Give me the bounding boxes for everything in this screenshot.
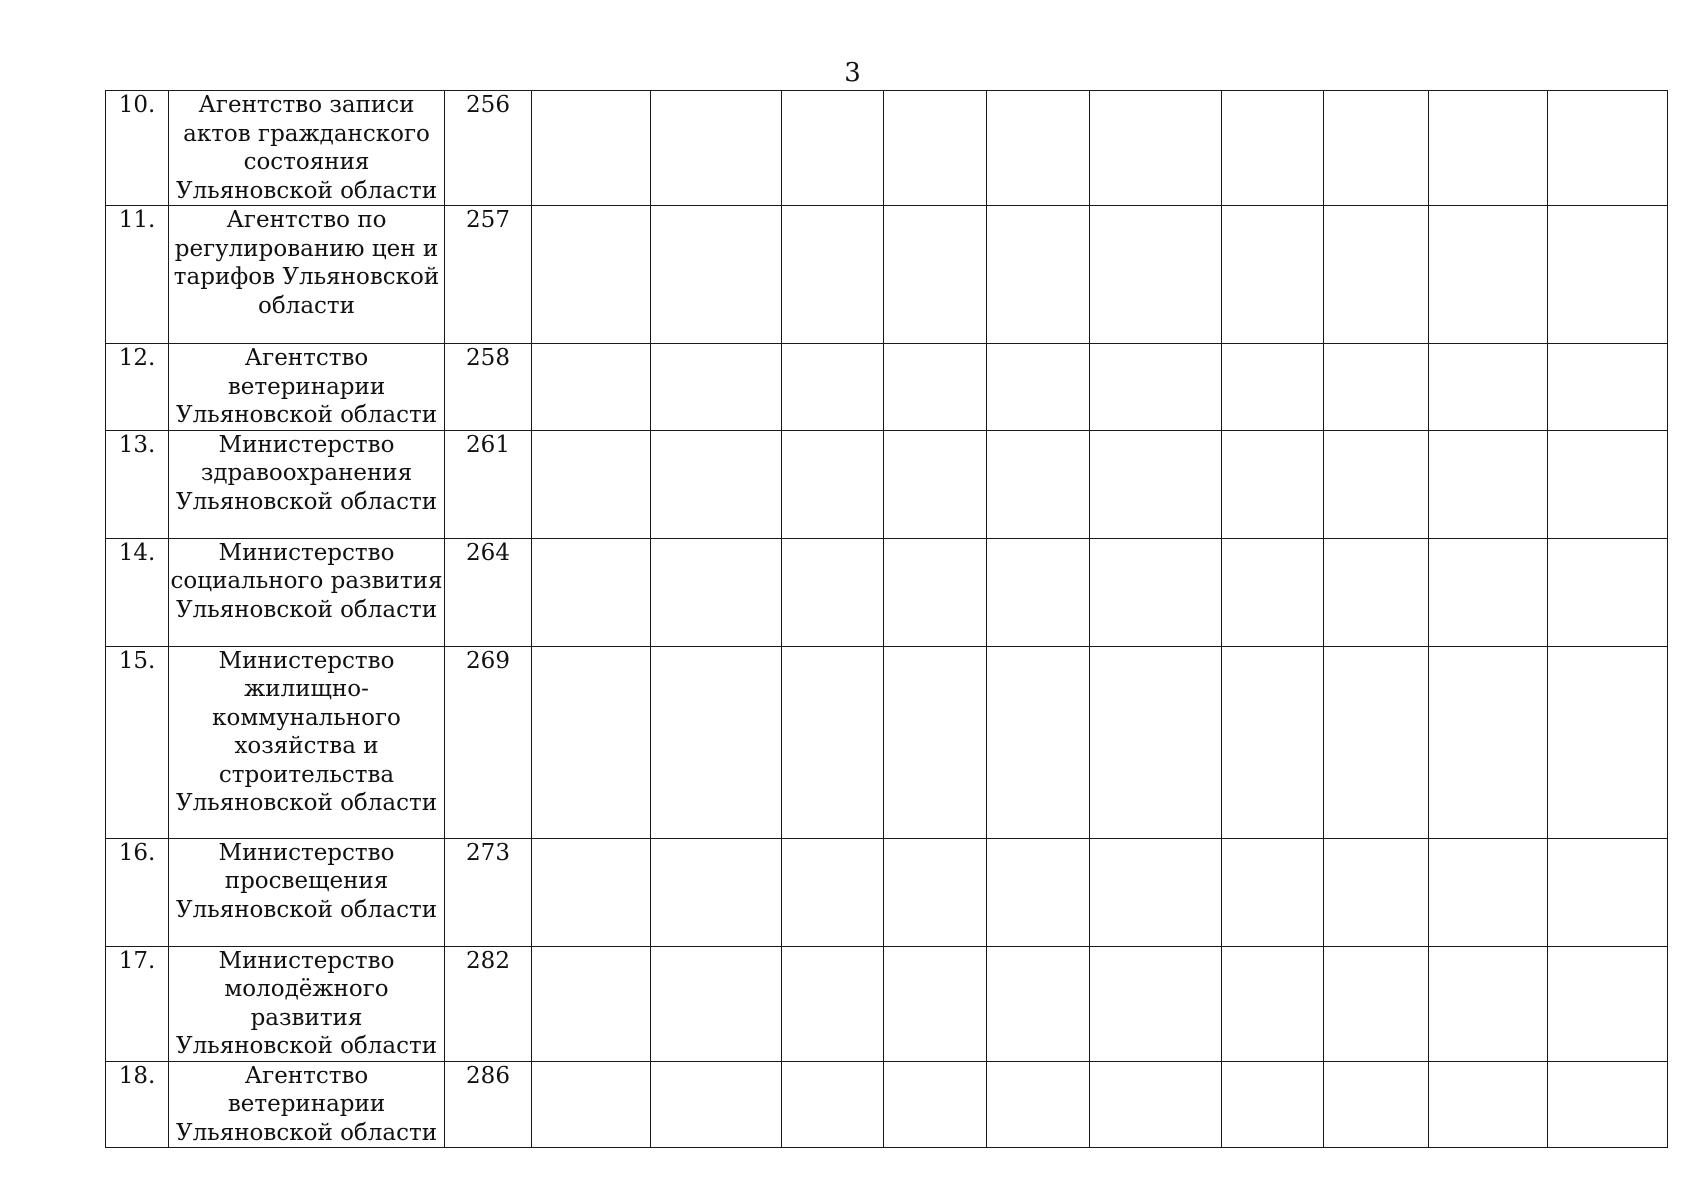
agency-code: 273 xyxy=(445,838,532,946)
row-number: 13. xyxy=(106,430,169,538)
row-number: 15. xyxy=(106,646,169,838)
table-row xyxy=(106,646,1668,838)
empty-cell xyxy=(1090,646,1222,838)
agency-code: 256 xyxy=(445,91,532,206)
empty-cell xyxy=(1222,91,1324,206)
empty-cell xyxy=(532,430,651,538)
empty-cell xyxy=(651,344,782,431)
empty-cell xyxy=(1429,946,1548,1061)
agency-name: Министерство социального развития Ульяновской области xyxy=(169,538,445,646)
empty-cell xyxy=(1429,91,1548,206)
empty-cell xyxy=(782,538,884,646)
row-number: 14. xyxy=(106,538,169,646)
empty-cell xyxy=(1429,838,1548,946)
table-row xyxy=(106,344,1668,431)
agency-name: Министерство здравоохранения Ульяновской области xyxy=(169,430,445,538)
empty-cell xyxy=(1429,538,1548,646)
empty-cell xyxy=(782,946,884,1061)
agency-code: 282 xyxy=(445,946,532,1061)
empty-cell xyxy=(884,538,987,646)
empty-cell xyxy=(782,1061,884,1148)
agency-code: 261 xyxy=(445,430,532,538)
empty-cell xyxy=(1429,646,1548,838)
empty-cell xyxy=(884,646,987,838)
table-row xyxy=(106,91,1668,206)
empty-cell xyxy=(1548,91,1668,206)
empty-cell xyxy=(1090,206,1222,344)
table-body xyxy=(106,91,1668,1148)
empty-cell xyxy=(884,838,987,946)
empty-cell xyxy=(651,646,782,838)
agency-name: Агентство ветеринарии Ульяновской области xyxy=(169,344,445,431)
empty-cell xyxy=(782,344,884,431)
agency-name: Агентство записи актов гражданского состояния Ульяновской области xyxy=(169,91,445,206)
empty-cell xyxy=(1222,1061,1324,1148)
empty-cell xyxy=(1222,538,1324,646)
empty-cell xyxy=(782,430,884,538)
empty-cell xyxy=(1222,646,1324,838)
empty-cell xyxy=(532,206,651,344)
empty-cell xyxy=(782,838,884,946)
table-row xyxy=(106,946,1668,1061)
empty-cell xyxy=(1429,206,1548,344)
empty-cell xyxy=(651,1061,782,1148)
empty-cell xyxy=(1090,344,1222,431)
empty-cell xyxy=(1429,430,1548,538)
row-number: 10. xyxy=(106,91,169,206)
empty-cell xyxy=(1222,206,1324,344)
empty-cell xyxy=(532,1061,651,1148)
agency-code: 269 xyxy=(445,646,532,838)
empty-cell xyxy=(782,91,884,206)
agency-name: Министерство жилищно-коммунального хозяйства и строительства Ульяновской области xyxy=(169,646,445,838)
page-number: 3 xyxy=(844,58,861,88)
empty-cell xyxy=(1429,344,1548,431)
empty-cell xyxy=(1324,1061,1429,1148)
empty-cell xyxy=(987,206,1090,344)
table-row xyxy=(106,430,1668,538)
empty-cell xyxy=(532,838,651,946)
agency-name: Агентство ветеринарии Ульяновской области xyxy=(169,1061,445,1148)
agency-code: 258 xyxy=(445,344,532,431)
empty-cell xyxy=(1222,430,1324,538)
empty-cell xyxy=(1429,1061,1548,1148)
empty-cell xyxy=(987,838,1090,946)
empty-cell xyxy=(987,344,1090,431)
empty-cell xyxy=(1548,1061,1668,1148)
empty-cell xyxy=(987,946,1090,1061)
row-number: 16. xyxy=(106,838,169,946)
empty-cell xyxy=(1090,91,1222,206)
agency-code: 264 xyxy=(445,538,532,646)
empty-cell xyxy=(1548,538,1668,646)
empty-cell xyxy=(987,430,1090,538)
empty-cell xyxy=(1324,206,1429,344)
empty-cell xyxy=(884,206,987,344)
empty-cell xyxy=(1324,430,1429,538)
row-number: 17. xyxy=(106,946,169,1061)
table-row xyxy=(106,206,1668,344)
agency-table xyxy=(105,90,1668,1148)
agency-name: Министерство просвещения Ульяновской области xyxy=(169,838,445,946)
empty-cell xyxy=(884,344,987,431)
empty-cell xyxy=(1548,946,1668,1061)
empty-cell xyxy=(1548,344,1668,431)
empty-cell xyxy=(1090,538,1222,646)
empty-cell xyxy=(1090,1061,1222,1148)
empty-cell xyxy=(1548,646,1668,838)
row-number: 11. xyxy=(106,206,169,344)
empty-cell xyxy=(1324,538,1429,646)
empty-cell xyxy=(1090,430,1222,538)
empty-cell xyxy=(651,91,782,206)
table-row xyxy=(106,838,1668,946)
empty-cell xyxy=(532,646,651,838)
table-row xyxy=(106,1061,1668,1148)
empty-cell xyxy=(1222,344,1324,431)
row-number: 12. xyxy=(106,344,169,431)
empty-cell xyxy=(1090,838,1222,946)
empty-cell xyxy=(1548,838,1668,946)
empty-cell xyxy=(884,946,987,1061)
empty-cell xyxy=(782,206,884,344)
agency-code: 257 xyxy=(445,206,532,344)
table-row xyxy=(106,538,1668,646)
empty-cell xyxy=(987,538,1090,646)
empty-cell xyxy=(1324,91,1429,206)
empty-cell xyxy=(1324,838,1429,946)
empty-cell xyxy=(532,946,651,1061)
empty-cell xyxy=(1324,344,1429,431)
empty-cell xyxy=(782,646,884,838)
empty-cell xyxy=(651,838,782,946)
row-number: 18. xyxy=(106,1061,169,1148)
empty-cell xyxy=(1222,838,1324,946)
empty-cell xyxy=(884,430,987,538)
empty-cell xyxy=(884,91,987,206)
empty-cell xyxy=(987,646,1090,838)
agency-code: 286 xyxy=(445,1061,532,1148)
empty-cell xyxy=(651,946,782,1061)
agency-name: Агентство по регулированию цен и тарифов Ульяновской области xyxy=(169,206,445,344)
empty-cell xyxy=(1324,646,1429,838)
empty-cell xyxy=(532,538,651,646)
empty-cell xyxy=(1090,946,1222,1061)
empty-cell xyxy=(1324,946,1429,1061)
empty-cell xyxy=(532,344,651,431)
empty-cell xyxy=(651,538,782,646)
empty-cell xyxy=(884,1061,987,1148)
empty-cell xyxy=(987,1061,1090,1148)
empty-cell xyxy=(1548,206,1668,344)
empty-cell xyxy=(1548,430,1668,538)
empty-cell xyxy=(987,91,1090,206)
agency-name: Министерство молодёжного развития Ульяновской области xyxy=(169,946,445,1061)
empty-cell xyxy=(651,430,782,538)
empty-cell xyxy=(1222,946,1324,1061)
empty-cell xyxy=(532,91,651,206)
empty-cell xyxy=(651,206,782,344)
